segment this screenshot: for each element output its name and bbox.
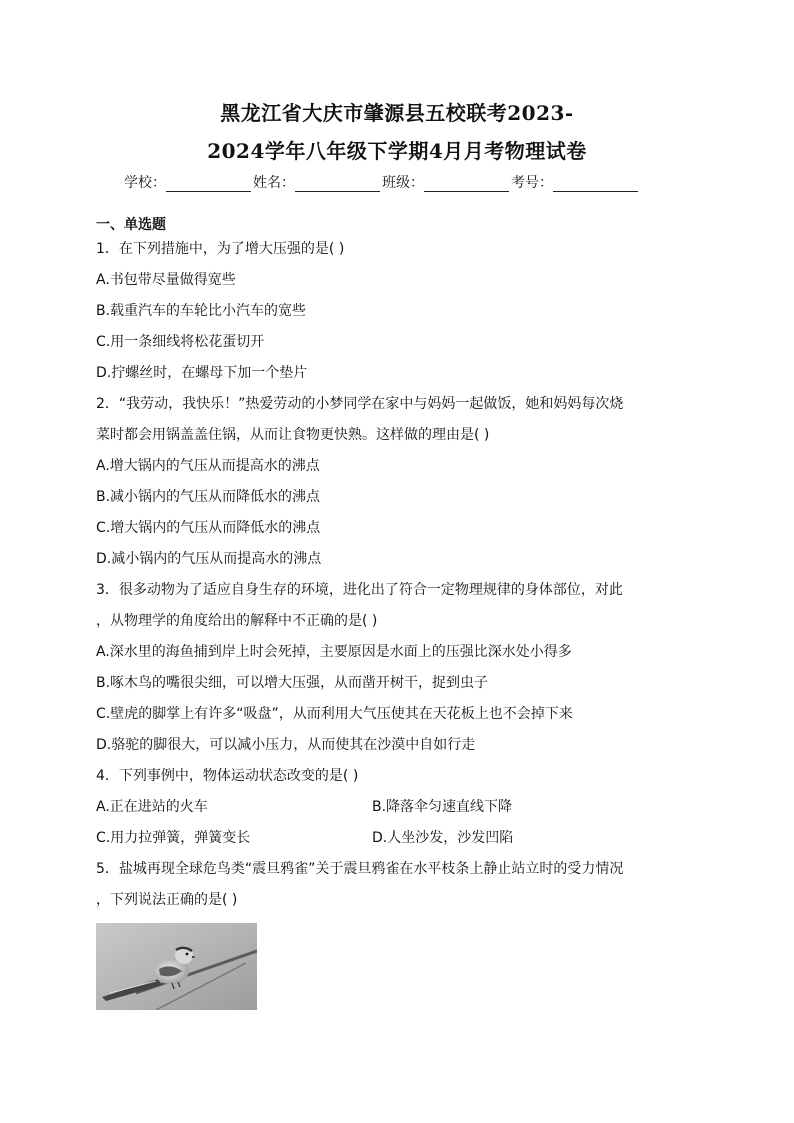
question-5-stem-line2: ，下列说法正确的是( ) (96, 892, 238, 908)
exam-title-line2: 2024学年八年级下学期4月月考物理试卷 (207, 139, 587, 163)
question-2-option-d: D.减小锅内的气压从而提高水的沸点 (96, 551, 322, 567)
question-4-option-b: B.降落伞匀速直线下降 (372, 799, 513, 815)
school-label: 学校： (124, 175, 166, 191)
question-3-option-d: D.骆驼的脚很大，可以减小压力，从而使其在沙漠中自如行走 (96, 737, 476, 753)
question-3-stem-line1: 3．很多动物为了适应自身生存的环境，进化出了符合一定物理规律的身体部位，对此 (96, 582, 623, 598)
question-2-option-b: B.减小锅内的气压从而降低水的沸点 (96, 489, 321, 505)
question-2-stem-line1: 2．“我劳动，我快乐！”热爱劳动的小梦同学在家中与妈妈一起做饭，她和妈妈每次烧 (96, 396, 624, 412)
question-3-option-a: A.深水里的海鱼捕到岸上时会死掉，主要原因是水面上的压强比深水处小得多 (96, 644, 572, 660)
student-info-line (124, 172, 684, 192)
question-2-option-a: A.增大锅内的气压从而提高水的沸点 (96, 458, 320, 474)
question-4-stem: 4．下列事例中，物体运动状态改变的是( ) (96, 768, 359, 784)
school-blank (166, 177, 251, 192)
question-5-stem-line1: 5．盐城再现全球危鸟类“震旦鸦雀”关于震旦鸦雀在水平枝条上静止站立时的受力情况 (96, 861, 624, 877)
exam-title-line1: 黑龙江省大庆市肇源县五校联考2023- (220, 101, 574, 125)
question-1-option-a: A.书包带尽量做得宽些 (96, 272, 236, 288)
name-label: 姓名： (253, 175, 295, 191)
question-4-option-c: C.用力拉弹簧，弹簧变长 (96, 830, 251, 846)
question-3-option-c: C.壁虎的脚掌上有许多“吸盘”，从而利用大气压使其在天花板上也不会掉下来 (96, 706, 573, 722)
question-1-option-d: D.拧螺丝时，在螺母下加一个垫片 (96, 365, 308, 381)
section-heading: 一、单选题 (96, 217, 166, 233)
exam-number-label: 考号： (511, 175, 553, 191)
question-4-option-d: D.人坐沙发，沙发凹陷 (372, 830, 514, 846)
class-label: 班级： (382, 175, 424, 191)
question-3-stem-line2: ，从物理学的角度给出的解释中不正确的是( ) (96, 613, 378, 629)
question-1-option-b: B.载重汽车的车轮比小汽车的宽些 (96, 303, 307, 319)
question-2-stem-line2: 菜时都会用锅盖盖住锅，从而让食物更快熟。这样做的理由是( ) (96, 427, 490, 443)
bird-on-branch-photo (96, 923, 257, 1010)
question-3-option-b: B.啄木鸟的嘴很尖细，可以增大压强，从而凿开树干，捉到虫子 (96, 675, 489, 691)
question-1-stem: 1．在下列措施中，为了增大压强的是( ) (96, 241, 345, 257)
class-blank (424, 177, 509, 192)
exam-number-blank (553, 177, 638, 192)
question-4-option-a: A.正在进站的火车 (96, 799, 208, 815)
question-1-option-c: C.用一条细线将松花蛋切开 (96, 334, 265, 350)
name-blank (295, 177, 380, 192)
question-2-option-c: C.增大锅内的气压从而降低水的沸点 (96, 520, 321, 536)
